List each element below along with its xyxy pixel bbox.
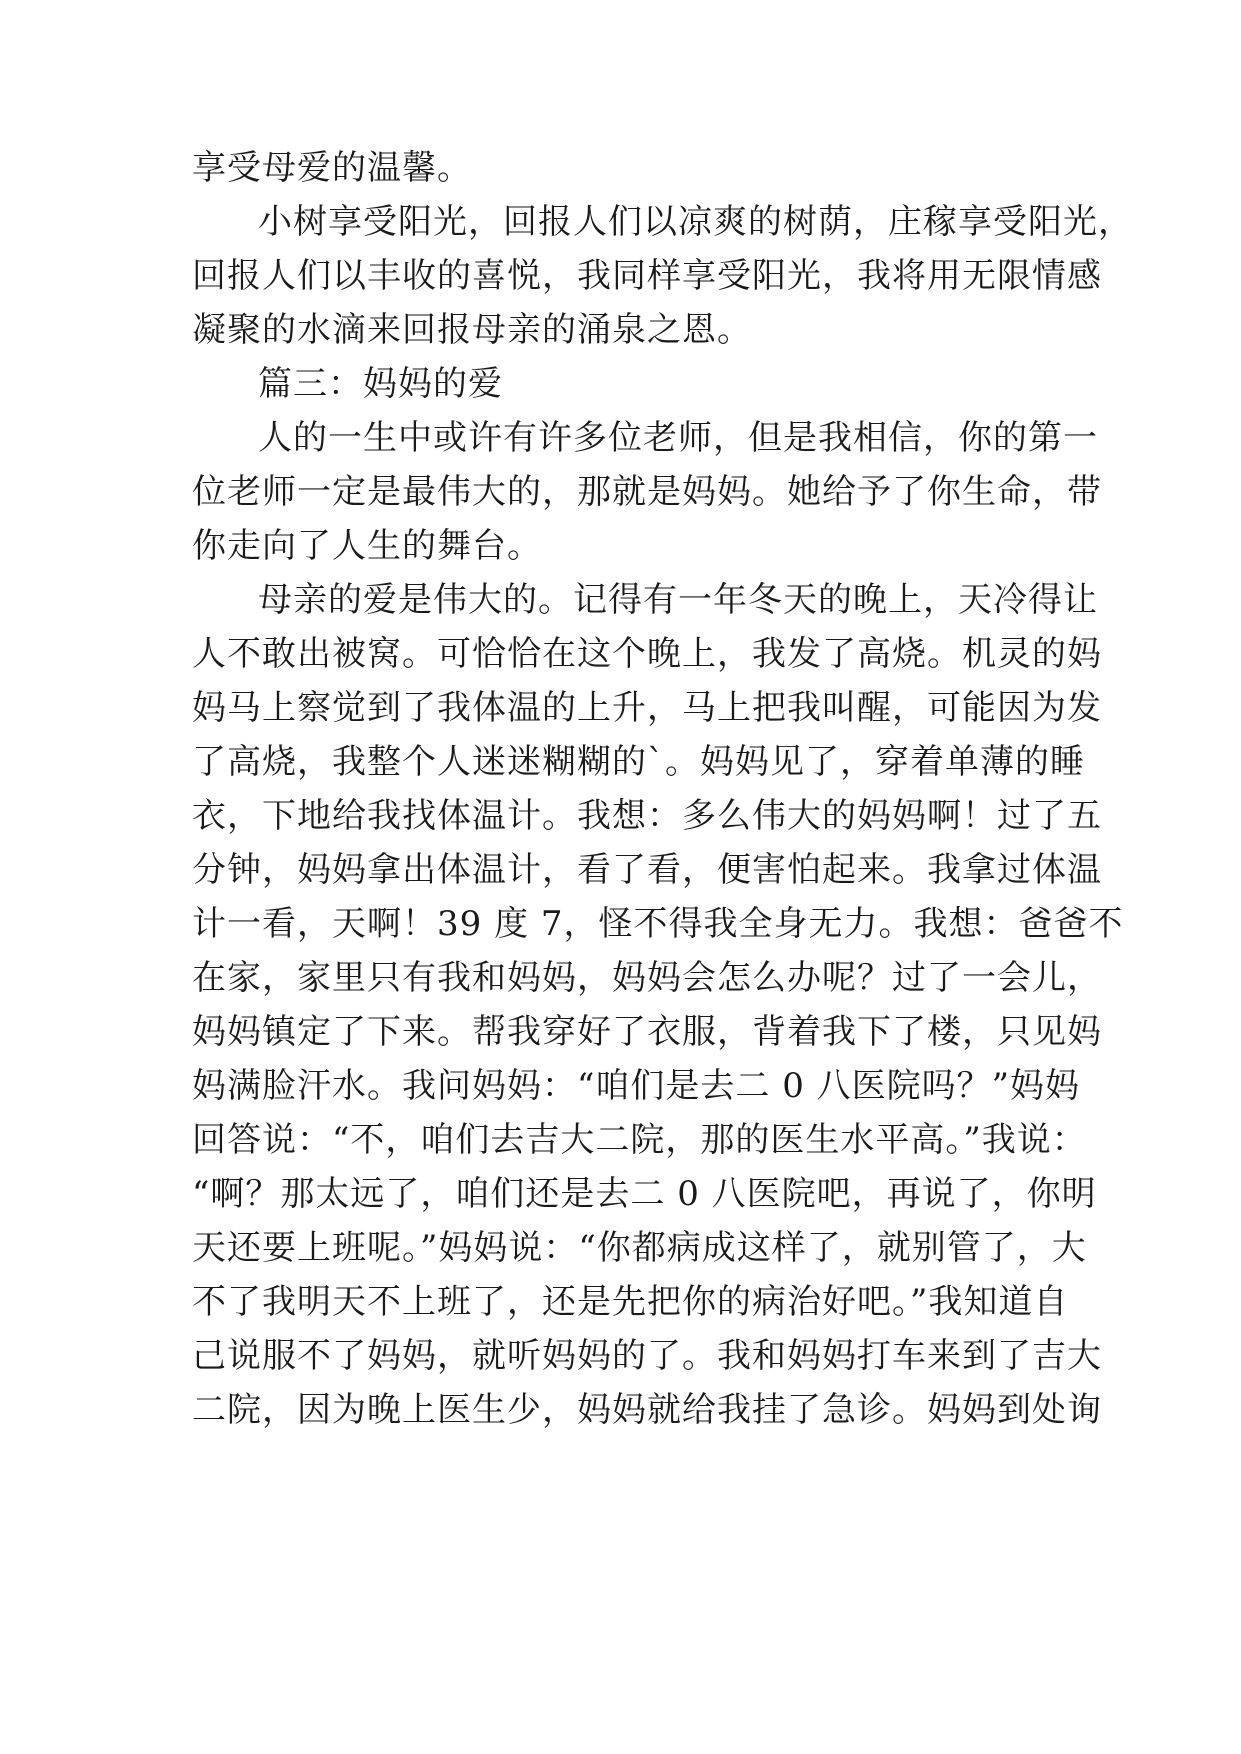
text-line: 人不敢出被窝。可恰恰在这个晚上，我发了高烧。机灵的妈 [192, 634, 1102, 674]
text-line: 分钟，妈妈拿出体温计，看了看，便害怕起来。我拿过体温 [192, 850, 1102, 890]
text-line: “啊？那太远了，咱们还是去二 0 八医院吧，再说了，你明 [192, 1174, 1097, 1214]
text-line: 己说服不了妈妈，就听妈妈的了。我和妈妈打车来到了吉大 [192, 1336, 1102, 1376]
text-line: 回答说：“不，咱们去吉大二院，那的医生水平高。”我说： [192, 1120, 1087, 1160]
text-line: 衣，下地给我找体温计。我想：多么伟大的妈妈啊！过了五 [192, 796, 1102, 836]
text-line: 享受母爱的温馨。 [192, 148, 472, 188]
text-line: 凝聚的水滴来回报母亲的涌泉之恩。 [192, 310, 752, 350]
text-line: 妈马上察觉到了我体温的上升，马上把我叫醒，可能因为发 [192, 688, 1102, 728]
text-line: 二院，因为晚上医生少，妈妈就给我挂了急诊。妈妈到处询 [192, 1390, 1102, 1430]
text-line: 小树享受阳光，回报人们以凉爽的树荫，庄稼享受阳光， [258, 202, 1133, 242]
text-line: 计一看，天啊！39 度 7，怪不得我全身无力。我想：爸爸不 [192, 904, 1124, 944]
text-line: 你走向了人生的舞台。 [192, 526, 542, 566]
text-line: 妈妈镇定了下来。帮我穿好了衣服，背着我下了楼，只见妈 [192, 1012, 1102, 1052]
text-line: 了高烧，我整个人迷迷糊糊的`。妈妈见了，穿着单薄的睡 [192, 742, 1085, 782]
text-line: 母亲的爱是伟大的。记得有一年冬天的晚上，天冷得让 [258, 580, 1098, 620]
text-line: 妈满脸汗水。我问妈妈：“咱们是去二 0 八医院吗？”妈妈 [192, 1066, 1081, 1106]
text-line: 在家，家里只有我和妈妈，妈妈会怎么办呢？过了一会儿， [192, 958, 1102, 998]
text-line: 不了我明天不上班了，还是先把你的病治好吧。”我知道自 [192, 1282, 1069, 1322]
section-heading: 篇三：妈妈的爱 [258, 364, 503, 404]
text-line: 人的一生中或许有许多位老师，但是我相信，你的第一 [258, 418, 1098, 458]
text-line: 回报人们以丰收的喜悦，我同样享受阳光，我将用无限情感 [192, 256, 1102, 296]
text-line: 位老师一定是最伟大的，那就是妈妈。她给予了你生命，带 [192, 472, 1102, 512]
text-line: 天还要上班呢。”妈妈说：“你都病成这样了，就别管了，大 [192, 1228, 1087, 1268]
